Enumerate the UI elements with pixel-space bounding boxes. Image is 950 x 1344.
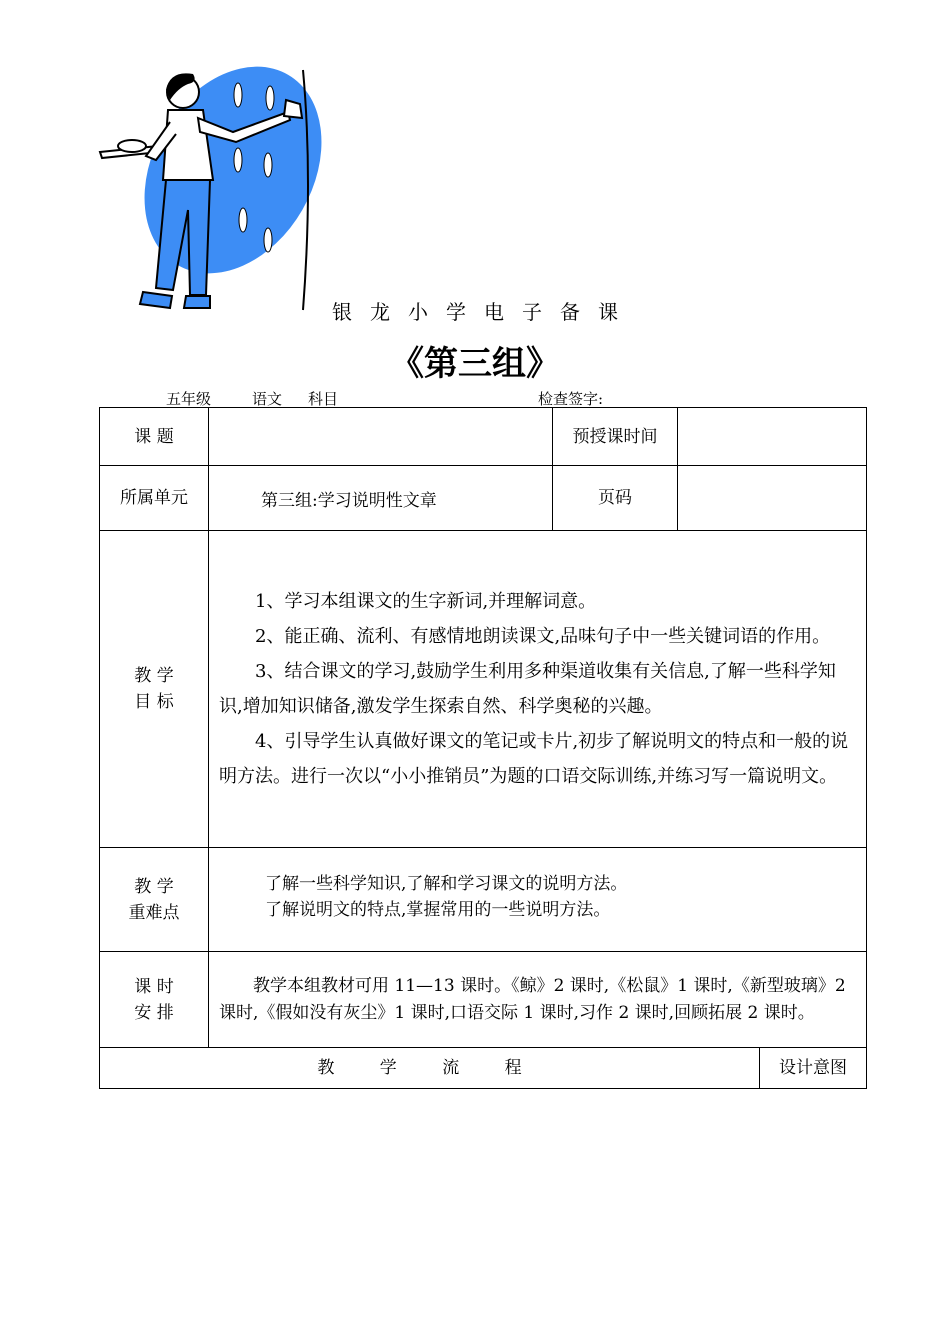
key-points-label <box>100 848 209 952</box>
topic-value[interactable] <box>209 408 553 466</box>
schedule-text: 教学本组教材可用 11—13 课时。《鲸》2 课时,《松鼠》1 课时,《新型玻璃》2 课时,《假如没有灰尘》1 课时,口语交际 1 课时,习作 2 课时,回顾拓展 2 课时。 <box>219 975 846 1023</box>
key-points-row <box>100 848 867 952</box>
subject-text: 语文 <box>252 390 283 408</box>
subject-label: 科目 <box>308 390 339 408</box>
schedule-content <box>209 952 867 1048</box>
design-label: 设计意图 <box>760 1048 867 1089</box>
goals-label-line-2: 目 标 <box>134 692 174 712</box>
flow-header-row <box>100 1048 867 1089</box>
key-label-line-2: 重难点 <box>128 902 180 923</box>
goals-label <box>100 531 209 848</box>
goal-item: 4、引导学生认真做好课文的笔记或卡片,初步了解说明文的特点和一般的说明方法。进行一次以“小小推销员”为题的口语交际训练,并练习写一篇说明文。 <box>219 731 849 787</box>
key-point-item: 了解一些科学知识,了解和学习课文的说明方法。 <box>265 873 628 894</box>
goal-item: 1、学习本组课文的生字新词,并理解词意。 <box>255 591 597 612</box>
schedule-label <box>100 952 209 1048</box>
waiter-clipart-icon <box>98 60 338 320</box>
schedule-label-line-2: 安 排 <box>134 1002 174 1023</box>
goal-item: 2、能正确、流利、有感情地朗读课文,品味句子中一些关键词语的作用。 <box>255 626 831 647</box>
schedule-row <box>100 952 867 1048</box>
grade-text: 五年级 <box>166 390 212 408</box>
schedule-label-line-1: 课 时 <box>134 976 174 997</box>
unit-label: 所属单元 <box>100 466 209 531</box>
goal-item: 3、结合课文的学习,鼓励学生利用多种渠道收集有关信息,了解一些科学知识,增加知识储备,激发学生探索自然、科学奥秘的兴趣。 <box>219 661 836 717</box>
unit-value: 第三组:学习说明性文章 <box>209 466 553 531</box>
key-label-line-1: 教 学 <box>134 876 174 897</box>
key-point-item: 了解说明文的特点,掌握常用的一些说明方法。 <box>265 899 611 920</box>
page-label: 页码 <box>553 466 678 531</box>
school-title: 银龙小学电子备课 <box>332 300 636 324</box>
pre-time-value[interactable] <box>678 408 867 466</box>
lesson-plan-table <box>99 407 867 1089</box>
pre-time-label: 预授课时间 <box>553 408 678 466</box>
goals-label-line-1: 教 学 <box>134 666 174 686</box>
goals-content <box>209 531 867 848</box>
flow-label: 教 学 流 程 <box>100 1048 760 1089</box>
page-value[interactable] <box>678 466 867 531</box>
key-points-content <box>209 848 867 952</box>
topic-label: 课 题 <box>100 408 209 466</box>
signature-label: 检查签字: <box>538 390 604 408</box>
unit-row <box>100 466 867 531</box>
goals-row <box>100 531 867 848</box>
document-title: 《第三组》 <box>390 344 560 384</box>
meta-line <box>144 388 730 408</box>
topic-row <box>100 408 867 466</box>
